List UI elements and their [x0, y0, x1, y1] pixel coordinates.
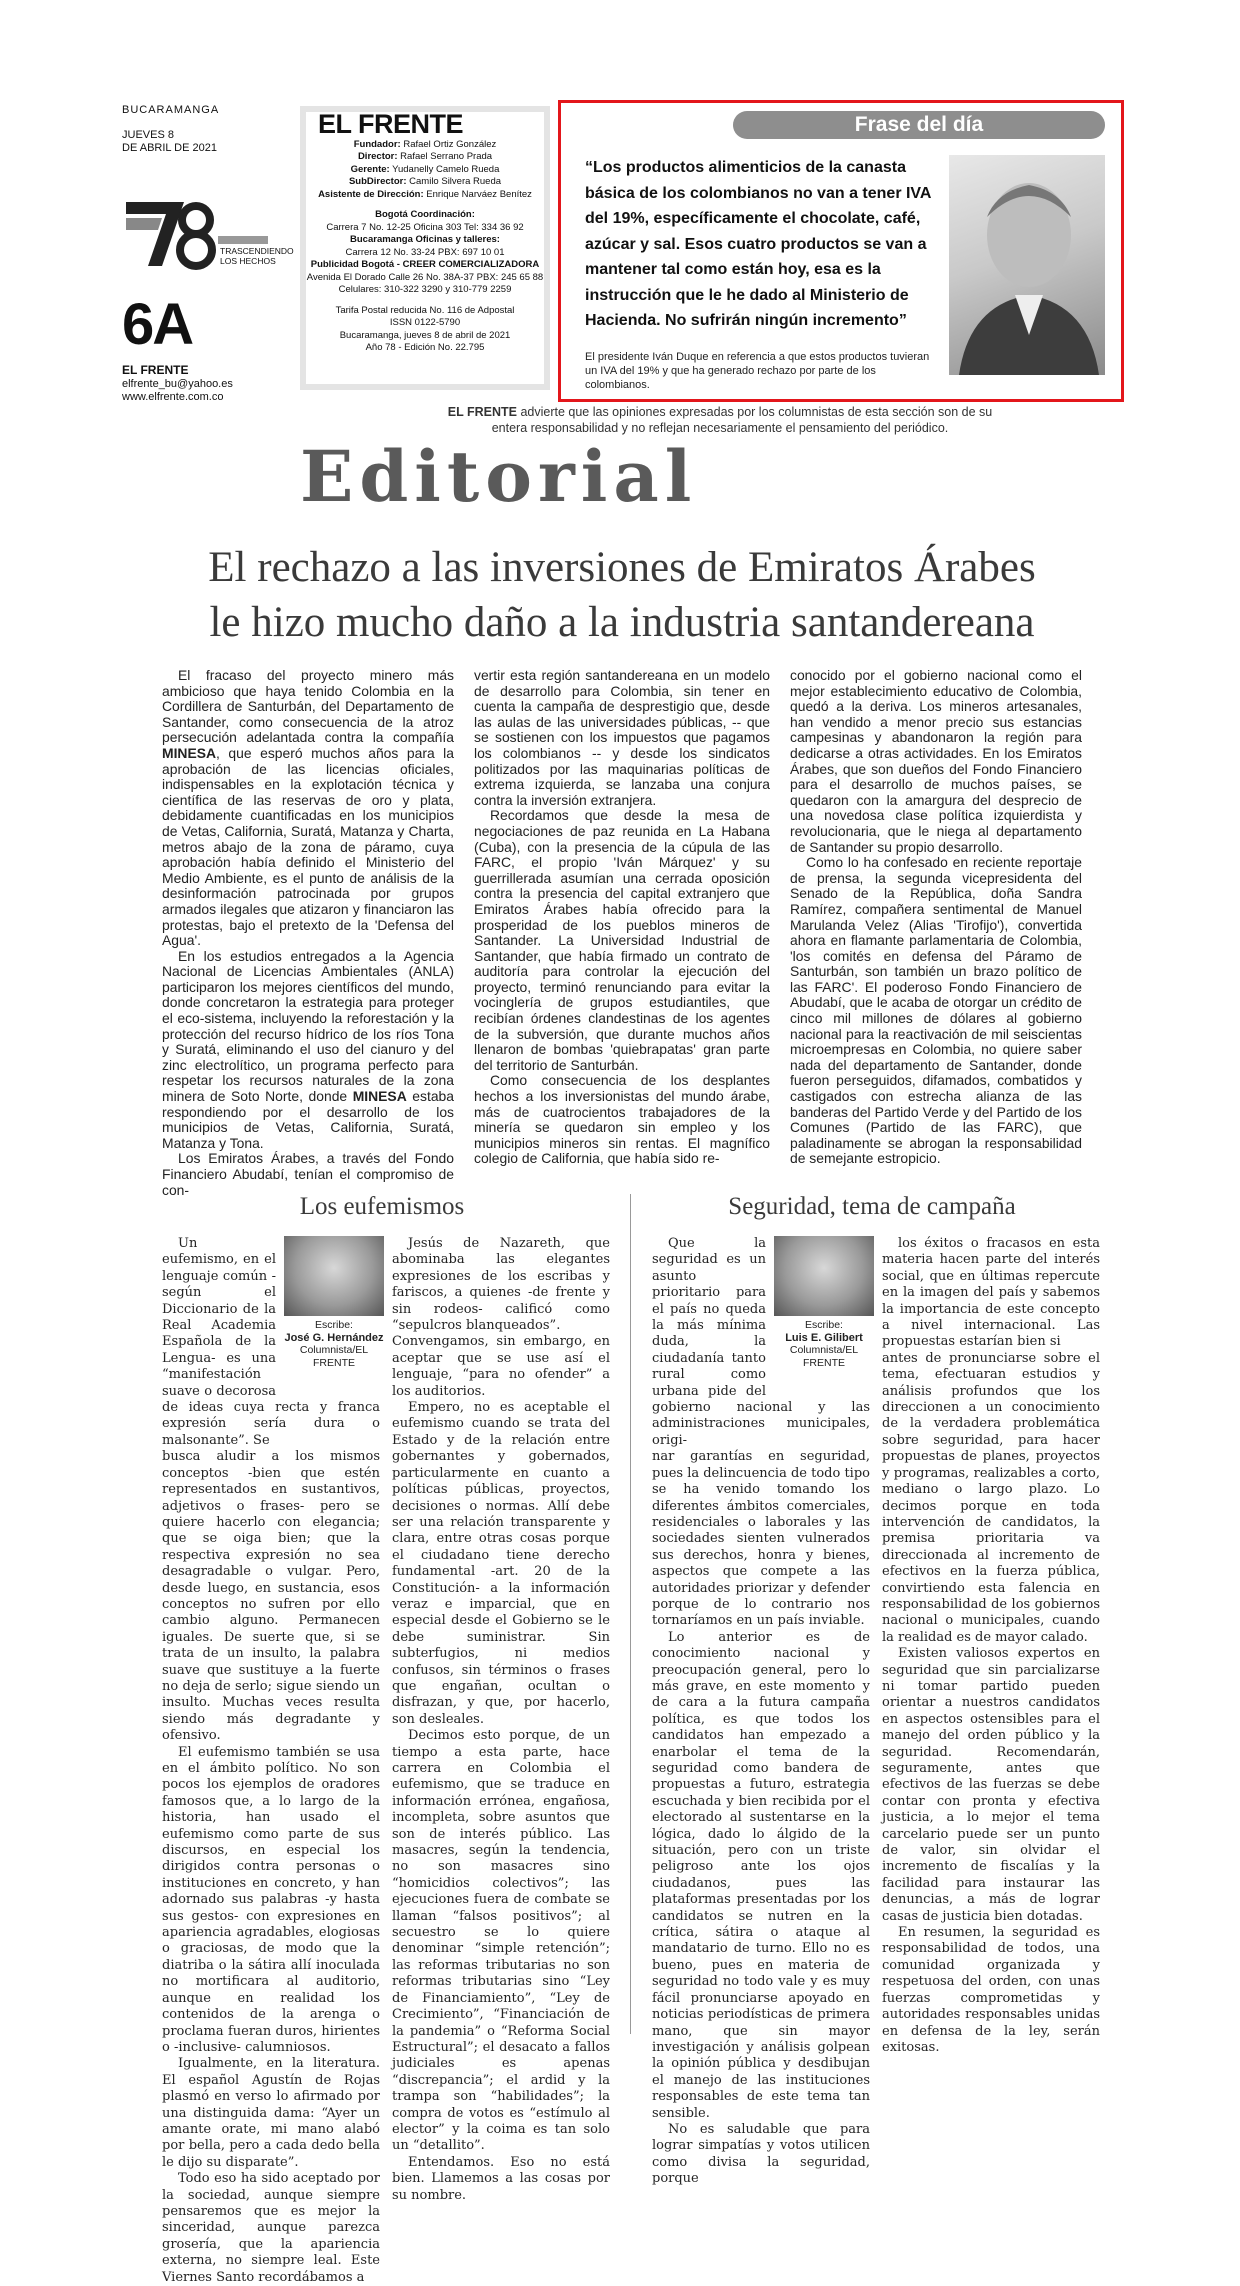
column-paragraph: busca aludir a los mismos conceptos -bien que estén representados en sustantivos, adjetivos o frases- pero se quiere hacerlo con elegancia; que se oiga bien; que la respectiva expresión no sea desagradable o vulgar. Pero, desde luego, en sustancia, esos conceptos no sufren por ello cambio alguno. Permanecen iguales. De suerte que, si se trata de un insulto, la palabra suave que sustituye a la fuerte no deja de serlo; sigue siendo un insulto. Muchas veces resulta siendo más degradante y ofensivo. — [162, 1449, 380, 1744]
staff-line: SubDirector: Camilo Silvera Rueda — [348, 176, 502, 187]
staff-line — [306, 201, 544, 209]
disclaimer-text: advierte que las opiniones expresadas por los columnistas de esta sección son de su entera responsabilidad y no reflejan necesariamente el pensamiento del periódico. — [491, 405, 993, 435]
staff-line: Gerente: Yudanelly Camelo Rueda — [350, 163, 500, 175]
left-col1-intro: Un eufemismo, en el lenguaje común -según el Diccionario de la Real Academia Española de la Lengua- es una “manifestación suave o decorosa de ideas cuya recta y franca expresión sería dura o malsonante”. Se — [162, 1236, 380, 1448]
editorial-paragraph: conocido por el gobierno nacional como el mejor establecimiento educativo de Colombia, quedó a la deriva. Los mineros artesanales, han vendido a menor precio sus estancias campesinas y abandonaron la región para dedicarse a otras actividades. En los Emiratos Árabes, que son dueños del Fondo Financiero para el desarrollo de muchos países, se quedaron con la amargura del desprecio de una novedosa clase política izquierdista y revolucionaria, que le niega al departamento de Santander su propio desarrollo. — [790, 667, 1082, 855]
right-article-col2 — [882, 1236, 1100, 2056]
section-title: Editorial — [300, 435, 698, 518]
editorial-column-1 — [162, 668, 454, 1198]
column-paragraph: En resumen, la seguridad es responsabilidad de todos, una comunidad organizada y respetuosa del orden, con unas fuerzas comprometidas y autoridades responsables unidas en defensa de la ley, serán exitosas. — [882, 1925, 1100, 2055]
editorial-paragraph: Los Emiratos Árabes, a través del Fondo Financiero Abudabí, tenían el compromiso de con- — [162, 1150, 454, 1198]
right-col2-body — [882, 1351, 1100, 2056]
left-article-col1 — [162, 1236, 384, 2286]
right-col1-body — [652, 1449, 870, 2187]
president-photo — [949, 155, 1105, 375]
author-photo-left — [284, 1236, 384, 1316]
editorial-paragraph: En los estudios entregados a la Agencia Nacional de Licencias Ambientales (ANLA) participaron los mejores científicos del mundo, donde concretaron la estrategia para proteger el eco-sistema, incluyendo la reforestación y la protección del recurso hídrico de los ríos Tona y Suratá, eliminando el uso del cianuro y del zinc electrolítico, un programa perfecto para respetar los recursos naturales de la zona minera de Soto Norte, donde MINESA estaba respondiendo por el desarrollo de los municipios de Vetas, California, Suratá, Matanza y Tona. — [162, 947, 454, 1151]
staff-line: Director: Rafael Serrano Prada — [357, 151, 493, 162]
masthead-dateline — [122, 104, 272, 155]
quote-label: Frase del día — [733, 111, 1105, 139]
author-caption-left: Escribe: José G. Hernández Columnista/EL FRENTE — [284, 1319, 384, 1369]
quote-text: “Los productos alimenticios de la canasta básica de los colombianos no van a tener IVA del 19%, específicamente el chocolate, café, azúcar y sal. Esos cuatro productos se van a mantener tal como están hoy, esa es la instrucción que le he dado al Ministerio de Hacienda. No sufrirán ningún incremento” — [585, 159, 931, 329]
staff-line: Carrera 12 No. 33-24 PBX: 697 10 01 — [345, 246, 505, 258]
left-column-title: Los eufemismos — [299, 1193, 465, 1220]
staff-line: Celulares: 310-322 3290 y 310-779 2259 — [338, 284, 512, 295]
portrait-icon — [949, 155, 1105, 375]
right-col2-intro: los éxitos o fracasos en esta materia hacen parte del interés social, que en últimas repercute en la imagen del país y sabemos la importancia de este concepto a nivel internacional. Las propuestas estarían bien si — [882, 1236, 1100, 1350]
column-paragraph: nar garantías en seguridad, pues la delincuencia de todo tipo se ha venido tomando los diferentes ámbitos comerciales, residenciales o laborales y las sociedades sienten vulnerados sus derechos, honra y bienes, aspectos que compete a las autoridades priorizar y defender porque de lo contrario nos tornaríamos en un país inviable. — [652, 1449, 870, 1629]
editorial-column-2 — [474, 668, 770, 1167]
right-column-title: Seguridad, tema de campaña — [728, 1193, 1016, 1220]
staff-line: Bucaramanga Oficinas y talleres: — [350, 234, 500, 245]
staff-line: Asistente de Dirección: Enrique Narváez Benítez — [318, 188, 532, 200]
column-paragraph: Empero, no es aceptable el eufemismo cuando se trata del Estado y de la relación entre gobernantes y gobernados, particularmente en cuanto a políticas públicas, proyectos, decisiones o normas. Allí debe ser una relación transparente y clara, entre otras cosas porque el ciudadano tiene derecho fundamental -art. 20 de la Constitución- a la información veraz e imparcial, que en especial desde el Gobierno se le debe suministrar. Sin subterfugios, ni medios confusos, sin términos o frases que engañan, ocultan o disfrazan, y que, por hacerlo, son desleales. — [392, 1400, 610, 1727]
left-col2-intro: Jesús de Nazareth, que abominaba las elegantes expresiones de los escribas y fariscos, a quienes -de frente y sin rodeos- calificó como “sepulcros blanqueados”. — [392, 1236, 610, 1334]
staff-line — [306, 297, 544, 305]
date-day: JUEVES 8 — [122, 129, 174, 141]
editorial-paragraph: El fracaso del proyecto minero más ambicioso que haya tenido Colombia en la Cordillera de Santurbán, del Departamento de Santander, como consecuencia de la atroz persecución adelantada contra la compañía MINESA, que esperó muchos años para la aprobación de las licencias oficiales, indispensables en la explotación técnica y científica de las reservas de oro y plata, debidamente cuantificadas en los municipios de Vetas, California, Suratá, Matanza y Charta, metros abajo de la zona de páramo, cuya aprobación había definido el Ministerio del Medio Ambiente, es el punto de análisis de la desinformación patrocinada por grupos armados ilegales que atizaron y financiaron las protestas, bajo el pretexto de la 'Defensa del Agua'. — [162, 667, 454, 949]
left-col2-body — [392, 1334, 610, 2204]
column-paragraph: No es saludable que para lograr simpatías y votos utilicen como divisa la seguridad, porque — [652, 2121, 870, 2187]
staff-line: Carrera 7 No. 12-25 Oficina 303 Tel: 334 36 92 — [326, 221, 524, 233]
editorial-paragraph: vertir esta región santandereana en un modelo de desarrollo para Colombia, sin tener en cuenta la campaña de desprestigio que, desde las aulas de las universidades públicas, -- que se sostienen con los impuestos que pagamos los colombianos -- y desde los sindicatos politizados por las maquinarias políticas de extrema izquierda, se lanzaba una conjura contra la inversión extranjera. — [474, 667, 770, 808]
column-paragraph: Entendamos. Eso no está bien. Llamemos a las cosas por su nombre. — [392, 2154, 610, 2203]
staff-paper-name: EL FRENTE — [318, 109, 464, 139]
staff-line: Tarifa Postal reducida No. 116 de Adpostal — [335, 304, 515, 316]
staff-line: Fundador: Rafael Ortiz González — [353, 138, 497, 150]
column-paragraph: Lo anterior es de conocimiento nacional y preocupación general, pero lo más grave, en este momento y de cara a la futura campaña política, es que todos los candidatos han empezado a enarbolar el tema de la seguridad como bandera de propuestas a futuro, estrategia escuchada y bien recibida por el electorado al sustentarse en la lógica, dado lo álgido de la situación, pero con un triste peligroso ante los ojos ciudadanos, pues las plataformas presentadas por los candidatos se nutren en la crítica, sátira o ataque al mandatario de turno. Ello no es bueno, pues en materia de seguridad no todo vale y es muy fácil pronunciarse apoyado en noticias periodísticas de primera mano, que sin mayor investigación y análisis golpean la opinión pública y desdibujan el manejo de las instituciones responsables de este tema tan sensible. — [652, 1629, 870, 2121]
staff-line: Bogotá Coordinación: — [375, 209, 475, 220]
editorial-column-3 — [790, 668, 1082, 1167]
contact-website: www.elfrente.com.co — [122, 391, 224, 403]
contact-info — [122, 364, 233, 404]
right-col1-intro: Que la seguridad es un asunto prioritario para el país no queda la más mínima duda, la ciudadanía tanto rural como urbana pide del gobierno nacional y las administraciones municipales, origi- — [652, 1236, 870, 1448]
author-photo-right — [774, 1236, 874, 1316]
quote-of-the-day — [558, 100, 1124, 402]
editorial-paragraph: Recordamos que desde la mesa de negociaciones de paz reunida en La Habana (Cuba), con la presencia de la cúpula de las FARC, el propio 'Iván Márquez' y su guerrillerada asumían una cerrada oposición contra la presencia del capital extranjero que Emiratos Árabes había ofrecido para la prosperidad de los pueblos mineros de Santander. La Universidad Industrial de Santander, que había firmado un contrato de auditoría para controlar la ejecución del proyecto, terminó renunciando para evitar la vocinglería de grupos estudiantiles, que recibían órdenes clandestinas de los agentes de la subversión, que durante muchos años llenaron de bombas 'quiebrapatas' gran parte del territorio de Santurbán. — [474, 807, 770, 1073]
staff-line: Bucaramanga, jueves 8 de abril de 2021 — [339, 329, 511, 341]
column-paragraph: Igualmente, en la literatura. El español Agustín de Rojas plasmó en verso lo afirmado por una distinguida dama: “Ayer un amante orate, mi mano alabó por bella, pero a cada dedo bella le dijo su disparate”. — [162, 2056, 380, 2170]
column-paragraph: Todo eso ha sido aceptado por la sociedad, aunque siempre pensaremos que es mejor la sinceridad, aunque parezca grosería, que la apariencia externa, no siempre leal. Este Viernes Santo recordábamos a — [162, 2171, 380, 2285]
staff-line: ISSN 0122-5790 — [389, 317, 461, 328]
staff-box — [300, 106, 550, 390]
paper-short-name: EL FRENTE — [122, 363, 189, 377]
editorial-paragraph: Como consecuencia de los desplantes hechos a los inversionistas del mundo árabe, más de cuatrocientos trabajadores de la minería se quedaron sin empleo y los municipios mineros sin rentas. El magnífico colegio de California, que había sido re- — [474, 1072, 770, 1167]
column-paragraph: El eufemismo también se usa en el ámbito político. No son pocos los ejemplos de oradores famosos que, a lo largo de la historia, han usado el eufemismo como parte de sus discursos, en especial los dirigidos contra personas o instituciones en concreto, y han adornado sus palabras -y hasta sus gestos- con expresiones en apariencia agradables, elogiosas o graciosas, de modo que la diatriba o la sátira allí inoculada no mortificara al auditorio, aunque en realidad los contenidos de la arenga o proclama fueran duros, hirientes o -inclusive- calumniosos. — [162, 1744, 380, 2055]
contact-email: elfrente_bu@yahoo.es — [122, 378, 233, 390]
editorial-headline: El rechazo a las inversiones de Emiratos Árabes le hizo mucho daño a la industria santandereana — [208, 544, 1036, 646]
staff-line: Publicidad Bogotá - CREER COMERCIALIZADORA — [310, 259, 540, 270]
opinion-disclaimer — [440, 404, 1000, 436]
column-paragraph: antes de pronunciarse sobre el tema, efectuaran estudios y análisis profundos que los direccionen a un conocimiento de la verdadera problemática sobre seguridad, para hacer propuestas de planes, proyectos y programas, realizables a corto, mediano o largo plazo. Lo decimos porque en toda intervención de candidatos, la premisa prioritaria va direccionada al incremento de efectivos en la fuerza pública, convirtiendo esta falencia en responsabilidad de los gobiernos nacional o municipales, cuando la realidad es de mayor calado. — [882, 1350, 1100, 1645]
date-month-year: DE ABRIL DE 2021 — [122, 142, 217, 154]
column-paragraph: Decimos esto porque, de un tiempo a esta parte, hace carrera en Colombia el eufemismo, que se traduce en información errónea, engañosa, incompleta, sobre asuntos que son de interés público. Las masacres, según la tendencia, no son masacres sino “homicidios colectivos”; las ejecuciones fuera de combate se llaman “falsos positivos”; al secuestro se lo quiere denominar “simple retención”; las reformas tributarias no son reformas tributarias sino “Ley de Financiamiento”, “Ley de Crecimiento”, “Financiación de la pandemia” o “Reforma Social Estructural”; el desacato a fallos judiciales es apenas “discrepancia”; el ardid y la trampa son “habilidades”; la compra de votos es “estímulo al elector” y la coima es tan solo un “detallito”. — [392, 1728, 610, 2154]
right-article-col1 — [652, 1236, 870, 2188]
logo-tagline: TRASCENDIENDO LOS HECHOS — [220, 246, 294, 266]
author-photo-box-right — [772, 1236, 876, 1392]
staff-line: Avenida El Dorado Calle 26 No. 38A-37 PBX: 245 65 88 — [306, 271, 544, 283]
page-number: 6A — [122, 292, 193, 357]
quote-caption: El presidente Iván Duque en referencia a que estos productos tuvieran un IVA del 19% y que ha generado rechazo por parte de los colombianos. — [585, 351, 930, 391]
left-col1-body — [162, 1449, 380, 2286]
editorial-paragraph: Como lo ha confesado en reciente reportaje de prensa, la segunda vicepresidenta del Senado de la República, doña Sandra Ramírez, compañera sentimental de Manuel Marulanda Velez (Alias 'Tirofijo'), convertida ahora en flamante parlamentaria de Colombia, 'los comités en defensa del Páramo de Santurbán, son también un brazo político de las FARC'. El poderoso Fondo Financiero de Abudabí, que le acaba de otorgar un crédito de cinco mil millones de dólares al gobierno nacional para la reactivación de mil seiscientas microempresas en Colombia, no quiere saber nada del departamento de Santander, donde fueron perseguidos, difamados, combatidos y castigados con estrecha alianza de las banderas del Partido Verde y del Partido de los Comunes (Partido de las FARC), que paladinamente se abrogan la responsabilidad de semejante estropicio. — [790, 854, 1082, 1167]
column-paragraph: Existen valiosos expertos en seguridad que sin parcializarse ni tomar partido pueden orientar a nuestros candidatos en aspectos ostensibles para el manejo del orden público y la seguridad. Recomendarán, seguramente, antes que efectivos de las fuerzas se debe contar con pronta y efectiva justicia, a lo mejor el tema carcelario puede ser un punto de valor, sin olvidar el incremento de fiscalías y la facilidad para instaurar las denuncias, a más de lograr casas de justicia bien dotadas. — [882, 1646, 1100, 1924]
anniversary-logo — [122, 196, 294, 274]
author-photo-box-left — [282, 1236, 386, 1392]
column-divider — [630, 1194, 631, 2034]
staff-lines — [306, 139, 544, 355]
disclaimer-paper: EL FRENTE — [447, 405, 517, 419]
author-caption-right: Escribe: Luis E. Gilibert Columnista/EL FRENTE — [785, 1319, 863, 1369]
column-paragraph: Convengamos, sin embargo, en aceptar que se use así el lenguaje, “para no ofender” a los auditorios. — [392, 1334, 610, 1399]
left-article-col2 — [392, 1236, 610, 2204]
staff-line: Año 78 - Edición No. 22.795 — [365, 342, 485, 353]
city-name: BUCARAMANGA — [122, 104, 220, 116]
